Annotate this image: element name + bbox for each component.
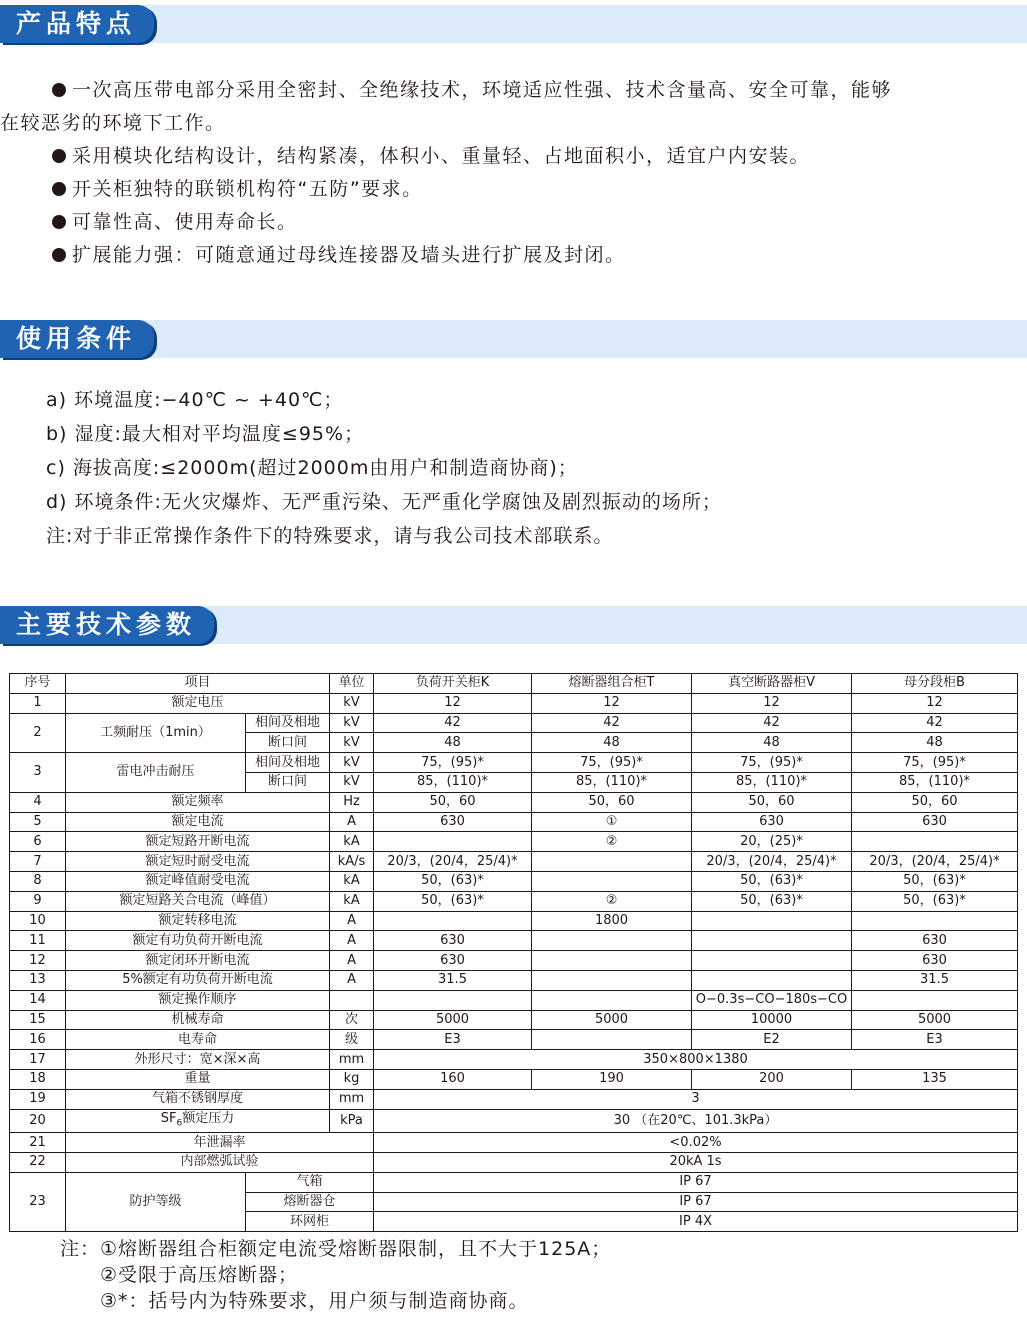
- table-cell: 630: [852, 951, 1018, 971]
- table-cell: A: [330, 970, 374, 990]
- table-row: [10, 1069, 1018, 1089]
- table-cell: 9: [10, 891, 66, 911]
- table-row: [10, 871, 1018, 891]
- condition-item: a) 环境温度:−40℃ ~ +40℃；: [46, 389, 344, 411]
- table-cell: 额定电压: [66, 693, 330, 713]
- table-cell: 断口间: [246, 772, 330, 792]
- table-row: [10, 713, 1018, 733]
- table-cell: kV: [330, 733, 374, 753]
- table-cell: 75，(95)*: [374, 753, 532, 773]
- table-cell: 10000: [692, 1010, 852, 1030]
- table-cell: [692, 911, 852, 931]
- table-cell: 75，(95)*: [692, 753, 852, 773]
- table-cell: 重量: [66, 1069, 330, 1089]
- table-cell: [374, 990, 532, 1010]
- table-header: 熔断器组合柜T: [532, 674, 692, 694]
- table-cell: [532, 871, 692, 891]
- table-cell: 50，(63)*: [852, 871, 1018, 891]
- table-cell: 额定频率: [66, 792, 330, 812]
- table-cell: 50，60: [374, 792, 532, 812]
- table-cell: kV: [330, 713, 374, 733]
- table-cell: 20/3，(20/4，25/4)*: [374, 852, 532, 872]
- table-cell: [532, 990, 692, 1010]
- table-cell: 85，(110)*: [692, 772, 852, 792]
- table-cell: 48: [852, 733, 1018, 753]
- table-cell: 5000: [374, 1010, 532, 1030]
- table-cell: 12: [374, 693, 532, 713]
- table-row: [10, 792, 1018, 812]
- table-cell: 30 （在20℃、101.3kPa）: [374, 1109, 1018, 1133]
- table-header: 负荷开关柜K: [374, 674, 532, 694]
- table-cell: 75，(95)*: [532, 753, 692, 773]
- table-cell: 1800: [532, 911, 692, 931]
- table-cell: [692, 931, 852, 951]
- table-row: [10, 1010, 1018, 1030]
- table-cell: 19: [10, 1089, 66, 1109]
- table-cell: 31.5: [374, 970, 532, 990]
- table-cell: [532, 852, 692, 872]
- table-header: 母分段柜B: [852, 674, 1018, 694]
- table-cell: 10: [10, 911, 66, 931]
- table-cell: ②: [532, 832, 692, 852]
- table-cell: [692, 970, 852, 990]
- table-cell: 雷电冲击耐压: [66, 753, 246, 793]
- note-line: ②受限于高压熔断器；: [100, 1264, 299, 1286]
- table-cell: 85，(110)*: [532, 772, 692, 792]
- table-cell: 200: [692, 1069, 852, 1089]
- table-cell: 15: [10, 1010, 66, 1030]
- table-header: 项目: [66, 674, 330, 694]
- table-cell: 50，60: [532, 792, 692, 812]
- table-cell: [532, 1030, 692, 1050]
- table-cell: kA: [330, 891, 374, 911]
- table-cell: 85，(110)*: [852, 772, 1018, 792]
- table-cell: 14: [10, 990, 66, 1010]
- feature-item: 一次高压带电部分采用全密封、全绝缘技术，环境适应性强、技术含量高、安全可靠，能够: [0, 74, 1027, 107]
- table-row: [10, 970, 1018, 990]
- table-cell: 20/3，(20/4，25/4)*: [692, 852, 852, 872]
- table-row: [10, 1172, 1018, 1192]
- table-cell: IP 4X: [374, 1212, 1018, 1232]
- table-cell: ②: [532, 891, 692, 911]
- table-cell: A: [330, 931, 374, 951]
- params-heading: 主要技术参数: [0, 606, 214, 644]
- table-cell: E2: [692, 1030, 852, 1050]
- conditions-heading: 使用条件: [0, 320, 154, 358]
- feature-item-continued: 在较恶劣的环境下工作。: [0, 112, 226, 134]
- condition-item: d) 环境条件:无火灾爆炸、无严重污染、无严重化学腐蚀及剧烈振动的场所；: [46, 491, 722, 513]
- table-cell: 50，(63)*: [374, 891, 532, 911]
- table-cell: 额定电流: [66, 812, 330, 832]
- table-header: 序号: [10, 674, 66, 694]
- table-cell: 23: [10, 1172, 66, 1231]
- table-cell: A: [330, 911, 374, 931]
- table-cell: kA/s: [330, 852, 374, 872]
- bullet-dot-icon: [52, 215, 66, 229]
- table-cell: mm: [330, 1089, 374, 1109]
- table-row: [10, 852, 1018, 872]
- table-cell: mm: [330, 1050, 374, 1070]
- spec-table: [9, 673, 1018, 1232]
- table-cell: 11: [10, 931, 66, 951]
- table-row: [10, 753, 1018, 773]
- table-cell: 48: [692, 733, 852, 753]
- table-cell: 额定操作顺序: [66, 990, 330, 1010]
- table-cell: 12: [10, 951, 66, 971]
- table-cell: 50，(63)*: [852, 891, 1018, 911]
- bullet-dot-icon: [52, 248, 66, 262]
- table-cell: [330, 990, 374, 1010]
- bullet-dot-icon: [52, 182, 66, 196]
- table-cell: E3: [374, 1030, 532, 1050]
- table-cell: 4: [10, 792, 66, 812]
- table-cell: 630: [692, 812, 852, 832]
- table-row: [10, 832, 1018, 852]
- table-cell: 42: [692, 713, 852, 733]
- feature-item: 采用模块化结构设计，结构紧凑，体积小、重量轻、占地面积小，适宜户内安装。: [0, 140, 1027, 173]
- table-cell: 环网柜: [246, 1212, 374, 1232]
- table-cell: 16: [10, 1030, 66, 1050]
- feature-item: 开关柜独特的联锁机构符“五防”要求。: [0, 173, 1027, 206]
- table-cell: 6: [10, 832, 66, 852]
- table-cell: 12: [532, 693, 692, 713]
- table-cell: 额定短时耐受电流: [66, 852, 330, 872]
- table-cell: 12: [692, 693, 852, 713]
- table-cell: A: [330, 951, 374, 971]
- table-row: [10, 693, 1018, 713]
- table-cell: kPa: [330, 1109, 374, 1133]
- table-cell: 630: [374, 931, 532, 951]
- table-cell: 48: [374, 733, 532, 753]
- table-cell: 13: [10, 970, 66, 990]
- table-cell: 48: [532, 733, 692, 753]
- table-cell: 额定有功负荷开断电流: [66, 931, 330, 951]
- table-cell: [532, 951, 692, 971]
- table-cell: <0.02%: [374, 1133, 1018, 1153]
- table-row: [10, 812, 1018, 832]
- table-cell: 断口间: [246, 733, 330, 753]
- table-cell: 75，(95)*: [852, 753, 1018, 773]
- table-cell: kA: [330, 832, 374, 852]
- table-cell: 350×800×1380: [374, 1050, 1018, 1070]
- table-cell: 气箱: [246, 1172, 374, 1192]
- table-cell: kV: [330, 693, 374, 713]
- table-cell: [532, 931, 692, 951]
- condition-note: 注:对于非正常操作条件下的特殊要求，请与我公司技术部联系。: [46, 525, 614, 547]
- table-cell: 级: [330, 1030, 374, 1050]
- table-cell: [852, 990, 1018, 1010]
- table-cell: 机械寿命: [66, 1010, 330, 1030]
- table-cell: 42: [374, 713, 532, 733]
- table-cell: O−0.3s−CO−180s−CO: [692, 990, 852, 1010]
- conditions-list: [46, 383, 722, 553]
- table-cell: [374, 832, 532, 852]
- table-cell: 20: [10, 1109, 66, 1133]
- table-cell: 5: [10, 812, 66, 832]
- note-line: 注：①熔断器组合柜额定电流受熔断器限制，且不大于125A；: [60, 1238, 612, 1260]
- table-cell: 630: [374, 951, 532, 971]
- table-cell: 5000: [532, 1010, 692, 1030]
- table-row: [10, 1030, 1018, 1050]
- condition-item: c) 海拔高度:≤2000m(超过2000m由用户和制造商协商)；: [46, 457, 578, 479]
- table-cell: 42: [532, 713, 692, 733]
- table-cell: E3: [852, 1030, 1018, 1050]
- table-row: [10, 951, 1018, 971]
- table-row: [10, 1089, 1018, 1109]
- features-section-bar: [0, 5, 1027, 43]
- table-cell: 相间及相地: [246, 713, 330, 733]
- table-cell: 5%额定有功负荷开断电流: [66, 970, 330, 990]
- features-list: [0, 74, 1027, 272]
- table-cell: 85，(110)*: [374, 772, 532, 792]
- table-cell: 外形尺寸：宽×深×高: [66, 1050, 330, 1070]
- table-cell: 3: [10, 753, 66, 793]
- table-cell: 135: [852, 1069, 1018, 1089]
- table-cell: 190: [532, 1069, 692, 1089]
- table-cell: [374, 911, 532, 931]
- table-cell: 50，60: [692, 792, 852, 812]
- table-row: [10, 891, 1018, 911]
- table-cell: kV: [330, 772, 374, 792]
- table-cell: 17: [10, 1050, 66, 1070]
- condition-item: b) 湿度:最大相对平均温度≤95%；: [46, 423, 365, 445]
- table-cell: [852, 911, 1018, 931]
- table-cell: 50，(63)*: [692, 891, 852, 911]
- table-cell: 工频耐压（1min）: [66, 713, 246, 753]
- table-row: [10, 1133, 1018, 1153]
- table-cell: [692, 951, 852, 971]
- table-cell: 160: [374, 1069, 532, 1089]
- table-notes: [60, 1236, 611, 1314]
- table-cell: 内部燃弧试验: [66, 1152, 374, 1172]
- table-cell: 12: [852, 693, 1018, 713]
- table-cell: 42: [852, 713, 1018, 733]
- table-cell: 防护等级: [66, 1172, 246, 1231]
- table-cell: 5000: [852, 1010, 1018, 1030]
- table-cell: 20kA 1s: [374, 1152, 1018, 1172]
- feature-item: 可靠性高、使用寿命长。: [0, 206, 1027, 239]
- table-cell: kg: [330, 1069, 374, 1089]
- table-cell: 8: [10, 871, 66, 891]
- table-cell: A: [330, 812, 374, 832]
- table-row: [10, 990, 1018, 1010]
- table-row: [10, 1152, 1018, 1172]
- table-cell: 额定闭环开断电流: [66, 951, 330, 971]
- table-cell: 次: [330, 1010, 374, 1030]
- table-cell: IP 67: [374, 1192, 1018, 1212]
- table-cell: Hz: [330, 792, 374, 812]
- table-cell: 额定短路开断电流: [66, 832, 330, 852]
- table-cell: kV: [330, 753, 374, 773]
- table-cell: 20，(25)*: [692, 832, 852, 852]
- table-cell: 50，(63)*: [374, 871, 532, 891]
- table-cell: 18: [10, 1069, 66, 1089]
- conditions-section-bar: [0, 320, 1027, 358]
- table-cell: [852, 832, 1018, 852]
- feature-item: 扩展能力强：可随意通过母线连接器及墙头进行扩展及封闭。: [0, 239, 1027, 272]
- note-line: ③*：括号内为特殊要求，用户须与制造商协商。: [100, 1290, 529, 1312]
- table-cell: 额定转移电流: [66, 911, 330, 931]
- table-cell: 1: [10, 693, 66, 713]
- table-cell: [532, 970, 692, 990]
- table-cell: 630: [852, 931, 1018, 951]
- table-cell: kA: [330, 871, 374, 891]
- table-row: [10, 931, 1018, 951]
- table-cell: 额定峰值耐受电流: [66, 871, 330, 891]
- table-cell: 630: [852, 812, 1018, 832]
- table-row: [10, 1050, 1018, 1070]
- table-cell: ①: [532, 812, 692, 832]
- table-cell: 20/3，(20/4，25/4)*: [852, 852, 1018, 872]
- table-cell: 2: [10, 713, 66, 753]
- table-cell: 31.5: [852, 970, 1018, 990]
- features-heading: 产品特点: [0, 5, 154, 43]
- table-cell: 相间及相地: [246, 753, 330, 773]
- bullet-dot-icon: [52, 149, 66, 163]
- table-cell: IP 67: [374, 1172, 1018, 1192]
- table-cell: 额定短路关合电流（峰值）: [66, 891, 330, 911]
- table-cell: 3: [374, 1089, 1018, 1109]
- table-cell: $SF_6$额定压力: [66, 1109, 330, 1133]
- table-cell: 50，60: [852, 792, 1018, 812]
- table-cell: 21: [10, 1133, 66, 1153]
- table-cell: 7: [10, 852, 66, 872]
- table-cell: 熔断器仓: [246, 1192, 374, 1212]
- table-header-row: [10, 674, 1018, 694]
- table-cell: 630: [374, 812, 532, 832]
- table-row: [10, 911, 1018, 931]
- params-section-bar: [0, 606, 1027, 644]
- table-header: 真空断路器柜V: [692, 674, 852, 694]
- table-cell: 22: [10, 1152, 66, 1172]
- table-header: 单位: [330, 674, 374, 694]
- bullet-dot-icon: [52, 83, 66, 97]
- table-cell: 年泄漏率: [66, 1133, 374, 1153]
- table-cell: 电寿命: [66, 1030, 330, 1050]
- table-cell: 气箱不锈钢厚度: [66, 1089, 330, 1109]
- table-row: [10, 1109, 1018, 1133]
- table-cell: 50，(63)*: [692, 871, 852, 891]
